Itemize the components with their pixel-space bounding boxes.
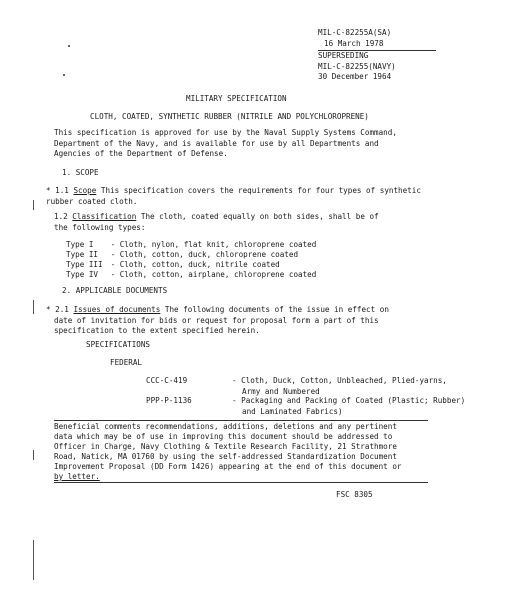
document-header <box>318 28 438 83</box>
paragraph-2-1 <box>46 305 389 337</box>
paragraph-title: Classification <box>72 212 137 221</box>
type-name: Type II <box>66 250 99 259</box>
list-item <box>66 240 316 250</box>
type-name: Type IV <box>66 270 99 279</box>
paragraph-1-2 <box>54 212 379 233</box>
type-list <box>66 240 316 280</box>
type-desc: - Cloth, cotton, duck, nitrile coated <box>110 260 280 269</box>
table-row <box>146 396 466 416</box>
ref-desc: - Packaging and Packing of Coated (Plastic; Rubber) and Laminated Fabrics) <box>232 396 466 416</box>
type-desc: - Cloth, cotton, airplane, chloroprene coated <box>110 270 317 279</box>
change-marker: * 2.1 <box>46 305 69 314</box>
intro-paragraph: This specification is approved for use by the Naval Supply Systems Command, Department of the Navy, and is available for use by all Departments and Agencies of the Department of Defense. <box>54 128 397 158</box>
paragraph-number: 1.2 <box>54 212 68 221</box>
type-name: Type III <box>66 260 103 269</box>
table-row <box>146 376 466 396</box>
scan-dot <box>68 45 70 47</box>
page-title: MILITARY SPECIFICATION <box>186 94 287 103</box>
margin-mark <box>33 300 34 314</box>
list-item <box>66 250 316 260</box>
ref-desc: - Cloth, Duck, Cotton, Unbleached, Plied-yarns, Army and Numbered <box>232 376 447 396</box>
federal-heading: FEDERAL <box>110 358 143 367</box>
footnote: Beneficial comments recommendations, additions, deletions and any pertinent data which may be of use in improving this document should be addressed to Officer in Charge, Navy Clothing & Textile Research Facility, 21 Strathmore Road, Natick, MA 01760 by using the self-addressed Standardization Document Improvement Proposal (DD Form 1426) appearing at the end of this document or by letter. <box>54 422 402 481</box>
paragraph-1-1 <box>46 186 436 207</box>
specifications-heading: SPECIFICATIONS <box>86 340 151 349</box>
paragraph-text: The following documents of the issue in effect on <box>164 305 389 314</box>
paragraph-text: specification to the extent specified herein. <box>54 326 260 335</box>
ref-id: PPP-P-1136 <box>146 396 192 405</box>
superseded-date: 30 December 1964 <box>318 72 392 81</box>
margin-mark <box>33 540 34 580</box>
paragraph-text: The cloth, coated equally on both sides, shall be of <box>140 212 379 221</box>
scan-dot <box>63 74 65 76</box>
change-marker: * 1.1 <box>46 186 69 195</box>
fsc-code: FSC 8305 <box>336 490 373 499</box>
footnote-bottom-rule <box>54 482 428 483</box>
margin-mark <box>33 450 34 460</box>
superseding-label: SUPERSEDING <box>318 51 369 60</box>
superseded-doc: MIL-C-82255(NAVY) <box>318 61 396 71</box>
type-desc: - Cloth, nylon, flat knit, chloroprene coated <box>110 240 317 249</box>
paragraph-text: date of invitation for bids or request for proposal form a part of this <box>54 315 379 325</box>
list-item <box>66 270 316 280</box>
type-desc: - Cloth, cotton, duck, chloroprene coated <box>110 250 299 259</box>
paragraph-text: This specification covers the requirements for four types of synthetic rubber coated cloth. <box>46 186 421 206</box>
paragraph-title: Scope <box>73 186 97 195</box>
doc-number: MIL-C-82255A(SA) <box>318 28 392 37</box>
margin-mark <box>33 200 34 210</box>
footnote-rule <box>54 420 428 421</box>
paragraph-text: the following types: <box>54 222 146 232</box>
section-2-heading: 2. APPLICABLE DOCUMENTS <box>62 286 168 295</box>
section-1-heading: 1. SCOPE <box>62 168 99 177</box>
type-name: Type I <box>66 240 94 249</box>
ref-id: CCC-C-419 <box>146 376 188 385</box>
list-item <box>66 260 316 270</box>
paragraph-title: Issues of documents <box>73 305 161 314</box>
doc-date: 16 March 1978 <box>324 38 384 48</box>
page-subtitle: CLOTH, COATED, SYNTHETIC RUBBER (NITRILE AND POLYCHLOROPRENE) <box>90 112 369 121</box>
